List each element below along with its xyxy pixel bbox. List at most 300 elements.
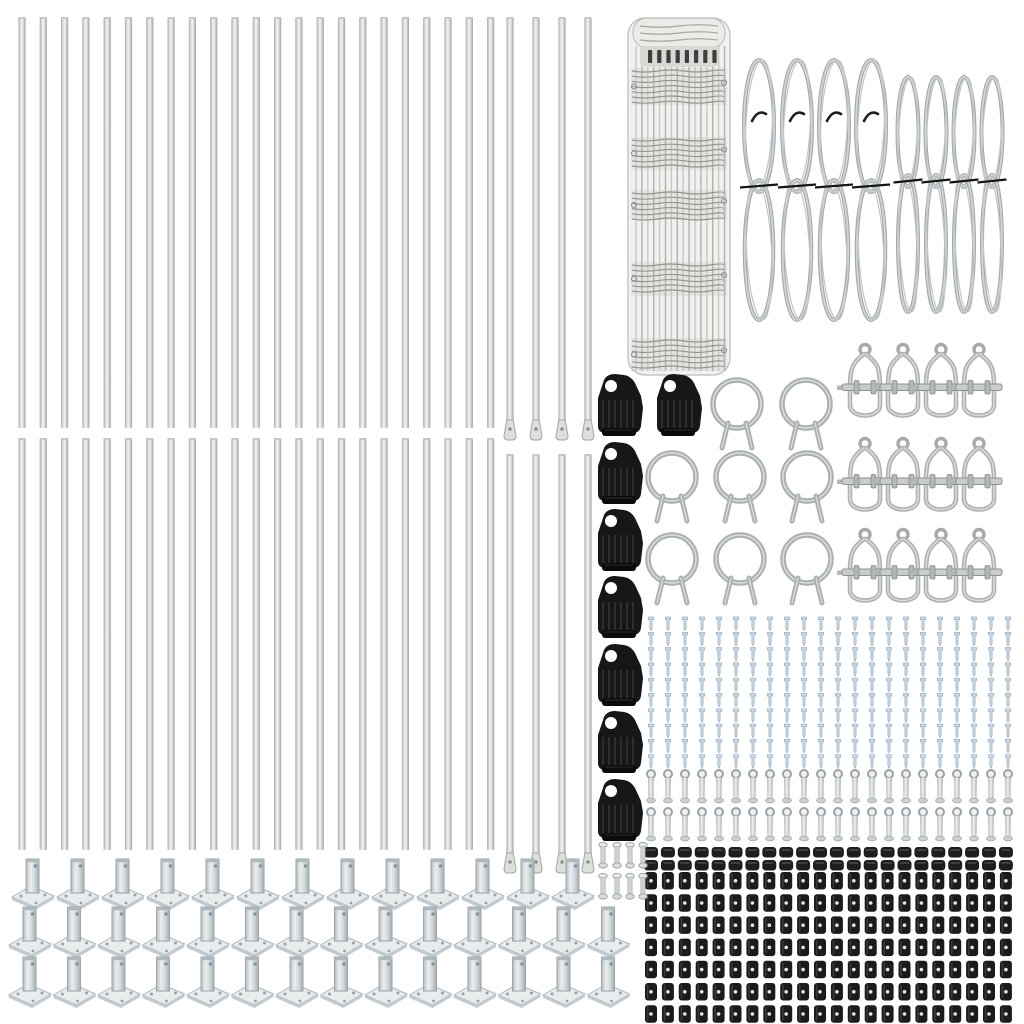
- fence-post: [189, 17, 196, 428]
- mesh-clip: [763, 939, 775, 957]
- screw: [682, 694, 687, 708]
- round-head-bolt: [851, 808, 860, 841]
- screw: [920, 709, 925, 723]
- screw: [852, 663, 857, 677]
- clip-cap: [914, 860, 928, 871]
- fence-post: [253, 17, 260, 428]
- clip-cap: [864, 847, 878, 858]
- small-bolt: [613, 842, 621, 868]
- clip-cap: [898, 860, 912, 871]
- wire-strainer: [951, 439, 1002, 510]
- screw: [937, 617, 942, 631]
- mesh-clip: [696, 961, 708, 979]
- fence-post: [274, 17, 281, 428]
- screw: [852, 648, 857, 662]
- round-head-bolt: [970, 770, 979, 803]
- screw: [682, 648, 687, 662]
- screw: [920, 632, 925, 646]
- fence-post: [295, 438, 302, 850]
- round-head-bolt: [834, 808, 843, 841]
- mesh-clip: [848, 894, 860, 912]
- screw: [733, 724, 738, 738]
- mesh-clips: [645, 872, 1012, 1023]
- screw: [682, 755, 687, 769]
- small-bolt: [626, 873, 634, 899]
- mesh-clip: [679, 983, 691, 1001]
- fence-post-flattened-tip: [530, 454, 542, 873]
- mesh-clip: [713, 894, 725, 912]
- round-head-bolt: [715, 808, 724, 841]
- clip-cap: [948, 847, 962, 858]
- screw: [801, 755, 806, 769]
- screw: [716, 694, 721, 708]
- screw: [886, 739, 891, 753]
- post-cap: [598, 442, 643, 504]
- wire-strainer: [875, 439, 926, 510]
- fence-post: [338, 17, 345, 428]
- clip-cap: [661, 847, 675, 858]
- mesh-clip: [662, 961, 674, 979]
- round-head-bolt: [851, 770, 860, 803]
- post-base-plate: [232, 957, 274, 1008]
- screw: [988, 617, 993, 631]
- screw: [886, 632, 891, 646]
- fence-post: [189, 438, 196, 850]
- round-head-bolt: [953, 808, 962, 841]
- clip-cap: [847, 860, 861, 871]
- mesh-clip: [882, 894, 894, 912]
- mesh-clip: [679, 894, 691, 912]
- mesh-clip: [696, 872, 708, 890]
- screw: [665, 678, 670, 692]
- fence-post: [444, 17, 451, 428]
- mesh-clip: [966, 983, 978, 1001]
- mesh-clip: [696, 1005, 708, 1023]
- mesh-clip: [983, 939, 995, 957]
- mesh-clip: [780, 983, 792, 1001]
- screw: [903, 632, 908, 646]
- mesh-clip: [882, 872, 894, 890]
- screw: [801, 739, 806, 753]
- tensioners: [837, 345, 1002, 601]
- clip-cap: [948, 860, 962, 871]
- mesh-clip: [814, 916, 826, 934]
- screw: [920, 755, 925, 769]
- screw: [971, 617, 976, 631]
- screw: [869, 632, 874, 646]
- post-base-plate: [9, 957, 51, 1008]
- mesh-clip: [865, 939, 877, 957]
- screw: [784, 739, 789, 753]
- screw: [869, 739, 874, 753]
- mesh-clip: [1000, 939, 1012, 957]
- mesh-clip: [713, 961, 725, 979]
- post-base-plate: [54, 957, 96, 1008]
- screw: [954, 739, 959, 753]
- post-base-plate: [454, 957, 496, 1008]
- screw: [648, 678, 653, 692]
- mesh-clip: [915, 939, 927, 957]
- clip-cap: [982, 847, 996, 858]
- fence-post-flattened-tip: [504, 454, 516, 873]
- post-base-plate: [143, 907, 185, 958]
- mesh-clip: [746, 961, 758, 979]
- screw: [920, 617, 925, 631]
- screw: [801, 678, 806, 692]
- mesh-clip: [797, 983, 809, 1001]
- screw: [767, 739, 772, 753]
- fence-post: [423, 438, 430, 850]
- post-base-plate: [143, 957, 185, 1008]
- clip-cap: [813, 847, 827, 858]
- clip-cap: [982, 860, 996, 871]
- fence-post-flattened-tip: [530, 17, 542, 440]
- screw: [920, 694, 925, 708]
- round-head-bolt: [885, 808, 894, 841]
- screw: [835, 632, 840, 646]
- screw: [767, 694, 772, 708]
- fence-post: [487, 17, 494, 428]
- screw: [1005, 694, 1010, 708]
- clip-cap: [779, 860, 793, 871]
- post-base-plate: [410, 957, 452, 1008]
- mesh-clip: [780, 872, 792, 890]
- screw: [818, 724, 823, 738]
- screw: [665, 755, 670, 769]
- mesh-clip: [730, 1005, 742, 1023]
- mesh-clip: [797, 894, 809, 912]
- mesh-clip: [1000, 872, 1012, 890]
- round-head-bolt: [800, 770, 809, 803]
- clip-cap: [712, 860, 726, 871]
- screw: [733, 648, 738, 662]
- round-head-bolt: [698, 808, 707, 841]
- mesh-clip: [763, 916, 775, 934]
- screw: [818, 678, 823, 692]
- mesh-clip: [915, 916, 927, 934]
- fence-post: [487, 438, 494, 850]
- mesh-clip: [848, 916, 860, 934]
- post-base-plate: [588, 957, 630, 1008]
- screw: [665, 724, 670, 738]
- wire-strainer: [913, 345, 964, 416]
- mesh-clip: [730, 894, 742, 912]
- mesh-clip: [915, 1005, 927, 1023]
- clip-cap: [661, 860, 675, 871]
- screw: [954, 648, 959, 662]
- round-head-bolt: [681, 770, 690, 803]
- post-base-plate: [187, 957, 229, 1008]
- clip-cap: [965, 847, 979, 858]
- screw: [750, 632, 755, 646]
- fence-post: [402, 438, 409, 850]
- pear-wire-clip: [716, 453, 764, 521]
- mesh-clip: [662, 916, 674, 934]
- post-base-plate: [282, 859, 324, 910]
- fence-post: [423, 17, 430, 428]
- screw: [699, 632, 704, 646]
- mesh-clip: [662, 872, 674, 890]
- mesh-clip: [932, 872, 944, 890]
- fence-post: [338, 438, 345, 850]
- wire-strainer: [951, 530, 1002, 601]
- post-base-plate: [543, 957, 585, 1008]
- screw: [852, 724, 857, 738]
- round-head-bolt: [664, 770, 673, 803]
- screw: [784, 694, 789, 708]
- screw: [988, 678, 993, 692]
- mesh-clip: [848, 983, 860, 1001]
- fence-post: [381, 438, 388, 850]
- post-base-plate: [9, 907, 51, 958]
- mesh-clip: [662, 983, 674, 1001]
- screw: [767, 648, 772, 662]
- wire-coil-small: [978, 77, 1007, 313]
- fence-post: [210, 17, 217, 428]
- mesh-clip: [932, 983, 944, 1001]
- round-head-bolt: [800, 808, 809, 841]
- screw: [750, 694, 755, 708]
- clip-cap: [762, 860, 776, 871]
- post-base-plate: [499, 907, 541, 958]
- clip-cap: [695, 860, 709, 871]
- small-bolts: [599, 842, 647, 899]
- screw: [648, 694, 653, 708]
- fence-post-flattened-tip: [582, 17, 594, 440]
- clip-cap: [864, 860, 878, 871]
- screw: [818, 632, 823, 646]
- pear-wire-clip: [648, 535, 696, 603]
- mesh-clip: [848, 961, 860, 979]
- screw: [886, 648, 891, 662]
- screw: [648, 709, 653, 723]
- mesh-clip: [814, 983, 826, 1001]
- mesh-clip: [983, 961, 995, 979]
- mesh-clip: [679, 1005, 691, 1023]
- screw: [784, 709, 789, 723]
- fence-post: [381, 17, 388, 428]
- mesh-clip: [966, 961, 978, 979]
- pear-wire-clip: [782, 380, 830, 448]
- round-head-bolt: [647, 770, 656, 803]
- screw: [886, 709, 891, 723]
- clip-cap: [898, 847, 912, 858]
- fence-post-flattened-tip: [504, 17, 516, 440]
- screw: [801, 648, 806, 662]
- mesh-clip: [1000, 961, 1012, 979]
- mesh-clip: [696, 894, 708, 912]
- mesh-clip: [763, 983, 775, 1001]
- screw: [988, 724, 993, 738]
- mesh-clip: [1000, 983, 1012, 1001]
- clip-cap: [678, 860, 692, 871]
- screw: [971, 632, 976, 646]
- small-bolt: [599, 842, 607, 868]
- screw: [903, 678, 908, 692]
- screw: [954, 709, 959, 723]
- fence-post-flattened-tip: [556, 17, 568, 440]
- screw: [852, 739, 857, 753]
- mesh-clip: [949, 939, 961, 957]
- screw: [903, 724, 908, 738]
- mesh-clip: [814, 961, 826, 979]
- fence-post: [168, 17, 175, 428]
- wire-coils: [740, 59, 1007, 320]
- round-head-bolt: [647, 808, 656, 841]
- screw: [869, 678, 874, 692]
- mesh-clip: [932, 916, 944, 934]
- post-base-plate: [365, 957, 407, 1008]
- small-bolt: [626, 842, 634, 868]
- fence-post: [125, 438, 132, 850]
- mesh-clip: [1000, 1005, 1012, 1023]
- screw: [937, 632, 942, 646]
- mesh-clip: [983, 983, 995, 1001]
- wire-strainer: [951, 345, 1002, 416]
- fence-post: [146, 438, 153, 850]
- round-head-bolt: [970, 808, 979, 841]
- mesh-clip: [882, 939, 894, 957]
- mesh-clip: [915, 894, 927, 912]
- mesh-clip: [780, 1005, 792, 1023]
- screw: [1005, 632, 1010, 646]
- mesh-clip: [763, 1005, 775, 1023]
- mesh-clip: [696, 916, 708, 934]
- mesh-clip: [899, 1005, 911, 1023]
- screw: [750, 617, 755, 631]
- mesh-clip: [831, 983, 843, 1001]
- screw: [665, 694, 670, 708]
- post-cap: [598, 374, 643, 436]
- mesh-clip: [882, 916, 894, 934]
- screw: [937, 648, 942, 662]
- mesh-clip: [645, 939, 657, 957]
- screw: [886, 617, 891, 631]
- screw: [767, 724, 772, 738]
- mesh-clip: [949, 1005, 961, 1023]
- round-head-bolt: [953, 770, 962, 803]
- screw: [767, 663, 772, 677]
- screw: [682, 739, 687, 753]
- small-bolt: [599, 873, 607, 899]
- round-head-bolt: [1004, 808, 1013, 841]
- wire-coil-large: [778, 59, 816, 320]
- screw: [682, 724, 687, 738]
- screw: [784, 632, 789, 646]
- clip-cap: [931, 860, 945, 871]
- screw: [733, 663, 738, 677]
- mesh-clip: [949, 961, 961, 979]
- clip-cap: [644, 847, 658, 858]
- round-head-bolt: [936, 808, 945, 841]
- clip-cap: [678, 847, 692, 858]
- clip-cap: [830, 847, 844, 858]
- screw: [835, 617, 840, 631]
- fence-post: [317, 438, 324, 850]
- pear-wire-clip: [783, 453, 831, 521]
- wire-coil-small: [894, 77, 923, 313]
- mesh-clip: [814, 1005, 826, 1023]
- screw: [818, 739, 823, 753]
- wire-strainer: [913, 439, 964, 510]
- clip-cap: [745, 847, 759, 858]
- screw: [937, 663, 942, 677]
- screw: [869, 724, 874, 738]
- screw: [750, 724, 755, 738]
- post-base-plate: [98, 957, 140, 1008]
- bolts: [647, 770, 1013, 841]
- screw: [716, 678, 721, 692]
- screw: [699, 739, 704, 753]
- screw: [665, 709, 670, 723]
- screw: [971, 678, 976, 692]
- round-head-bolt: [919, 770, 928, 803]
- mesh-clip: [932, 894, 944, 912]
- screw: [954, 724, 959, 738]
- fence-post: [402, 17, 409, 428]
- mesh-clip: [662, 1005, 674, 1023]
- mesh-clip: [780, 939, 792, 957]
- mesh-roll: [628, 18, 730, 375]
- mesh-clip: [797, 939, 809, 957]
- screw: [971, 709, 976, 723]
- round-head-bolt: [732, 808, 741, 841]
- round-head-bolt: [766, 808, 775, 841]
- screw: [903, 739, 908, 753]
- screw: [682, 632, 687, 646]
- screw: [648, 755, 653, 769]
- screw: [971, 724, 976, 738]
- round-head-bolt: [817, 770, 826, 803]
- mesh-clip: [915, 983, 927, 1001]
- screw: [682, 709, 687, 723]
- screw: [767, 678, 772, 692]
- screw: [971, 648, 976, 662]
- screw: [852, 694, 857, 708]
- screw: [869, 694, 874, 708]
- mesh-clip: [662, 894, 674, 912]
- fence-post: [104, 438, 111, 850]
- mesh-clip: [696, 939, 708, 957]
- screw: [648, 632, 653, 646]
- mesh-clip: [814, 894, 826, 912]
- mesh-clip: [763, 872, 775, 890]
- mesh-clip: [797, 961, 809, 979]
- mesh-clip: [679, 939, 691, 957]
- screw: [750, 678, 755, 692]
- clip-caps: [644, 847, 1013, 871]
- screw: [699, 755, 704, 769]
- mesh-clip: [713, 939, 725, 957]
- round-head-bolt: [749, 770, 758, 803]
- mesh-clip: [713, 872, 725, 890]
- round-head-bolt: [987, 808, 996, 841]
- mesh-clip: [645, 961, 657, 979]
- post-base-plate: [321, 907, 363, 958]
- mesh-clip: [679, 872, 691, 890]
- clip-cap: [779, 847, 793, 858]
- round-head-bolt: [783, 770, 792, 803]
- clip-cap: [847, 847, 861, 858]
- wire-strainer: [875, 345, 926, 416]
- mesh-clip: [645, 1005, 657, 1023]
- screw: [835, 648, 840, 662]
- screw: [784, 678, 789, 692]
- screw: [784, 755, 789, 769]
- post-base-plate: [237, 859, 279, 910]
- screws: [648, 617, 1010, 768]
- screw: [971, 739, 976, 753]
